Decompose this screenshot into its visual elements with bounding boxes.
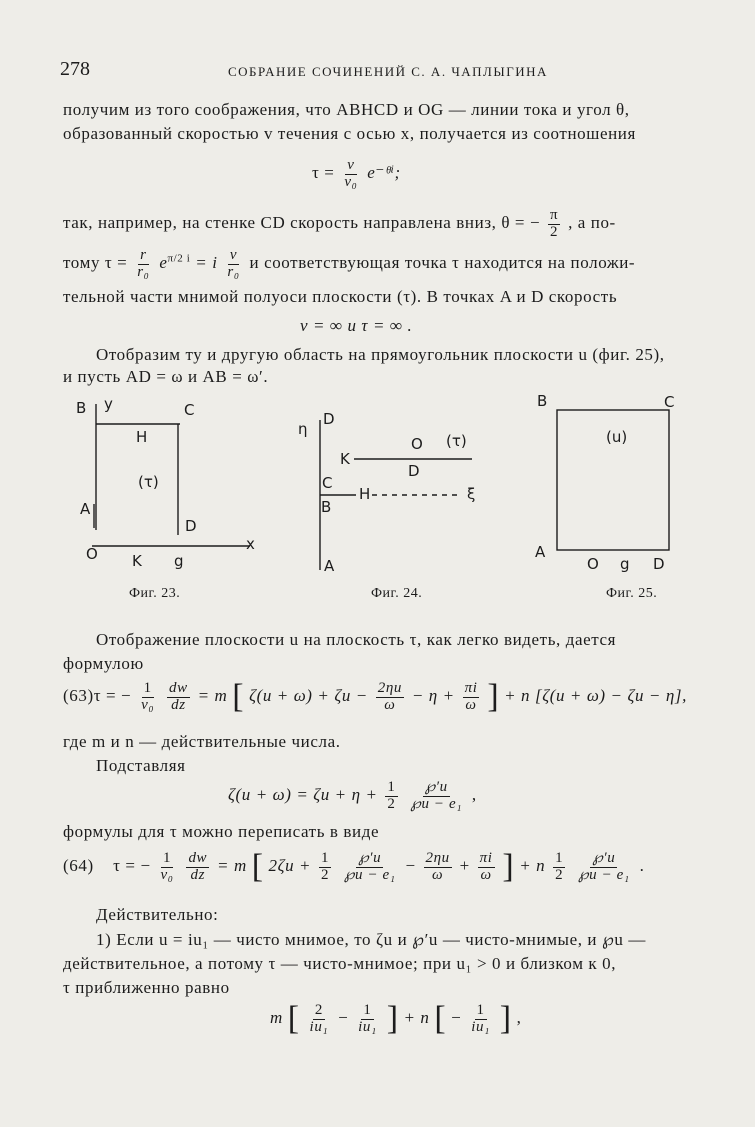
fig24-label-xi: ξ (467, 485, 476, 503)
equation-63: (63)τ = − $\frac{1}{\text{v₀}}$ $\frac{dw}{dz}$ = m [ ζ(u + ω) + ζu − $\frac{2\eta u}{\omega}$ − η + $\frac{\pi i}{\omega}$ ] + n [ζ(u + ω) − ζu − η], (63, 678, 687, 715)
text-line: образованный скоростью v течения с осью x, получается из соотношения (63, 124, 636, 143)
text-line: Отображение плоскости u на плоскость τ, как легко видеть, дается (96, 630, 617, 649)
fig25-label-b: B (537, 392, 548, 410)
fig25-label-d: D (653, 555, 665, 573)
text-line: 1) Если u = iu₁ — чисто мнимое, то ζu и ℘′u — чисто-мнимые, и ℘u — (96, 930, 646, 949)
equation-64: (64) τ = − $\frac{1}{\text{v₀}}$ $\frac{dw}{dz}$ = m [ 2ζu + $\frac{1}{2}$ $\frac{℘'u}{\text{℘u − e₁}}$ − $\frac{2\eta u}{\omega}$ + $\frac{\pi i}{\omega}$ ] + n $\frac{1}{2}$ $\frac{℘'u}{\text{℘u − e₁}}$ . (63, 848, 645, 885)
fig23-label-x: x (246, 535, 255, 553)
text-line: Действительно: (96, 905, 219, 924)
text-line: действительное, а потому τ — чисто-мнимое; при u₁ > 0 и близком к 0, (63, 954, 617, 973)
fig23-label-d: D (185, 517, 197, 535)
fig23-label-y: y (104, 395, 113, 413)
formula-zeta: ζ(u + ω) = ζu + η + $\frac{1}{2}$ $\frac{℘'u}{\text{℘u − e₁}}$ , (228, 779, 477, 812)
fig24-caption: Фиг. 24. (371, 586, 423, 601)
fig25-label-c: C (664, 393, 675, 411)
fig24-label-d-mid: D (408, 462, 420, 480)
text-line: Подставляя (96, 756, 186, 775)
fig23-label-k: K (132, 552, 142, 570)
fig25-label-u: (u) (606, 428, 628, 446)
text-line: тому τ = $\frac{r}{\text{r₀}}$ $e^{\pi/2 i} = i$ $\frac{v}{\text{r₀}}$ и соответствующая точка τ находится на положи- (63, 247, 636, 280)
running-title: СОБРАНИЕ СОЧИНЕНИЙ С. А. ЧАПЛЫГИНА (228, 64, 548, 79)
fig25-label-o: O (587, 555, 599, 573)
text-line: так, например, на стенке CD скорость направлена вниз, θ = − $\frac{\pi}{2}$ , а по- (63, 207, 616, 240)
fig23-label-g: g (174, 552, 184, 570)
fig25-caption: Фиг. 25. (606, 586, 658, 601)
text-line: формулою (63, 654, 144, 673)
fig23-label-b: B (76, 399, 87, 417)
fig23-label-h: H (136, 428, 148, 446)
text-line: получим из того соображения, что ABHCD и OG — линии тока и угол θ, (63, 100, 630, 119)
fig24-label-c: C (322, 474, 333, 492)
fig24-label-h: H (359, 485, 371, 503)
fig24-label-k: K (340, 450, 350, 468)
text-line: τ приближенно равно (63, 978, 230, 997)
fig24-label-a: A (324, 557, 335, 575)
text-line: и пусть AD = ω и AB = ω′. (63, 367, 269, 386)
formula-infinity: v = ∞ и τ = ∞ . (300, 316, 413, 335)
fig25-label-a: A (535, 543, 546, 561)
fig23-label-o: O (86, 545, 98, 563)
text-line: где m и n — действительные числа. (63, 732, 341, 751)
fig23-label-c: C (184, 401, 195, 419)
text-line: формулы для τ можно переписать в виде (63, 822, 380, 841)
formula-tau: τ = $\frac{v}{\text{v₀}}$ e⁻ᶿⁱ; (312, 157, 401, 190)
fig24-label-eta: η (298, 420, 308, 438)
fig24-label-o: O (411, 435, 423, 453)
fig24-label-tau: (τ) (446, 432, 467, 450)
fig23-caption: Фиг. 23. (129, 586, 181, 601)
formula-approx: m [ $\frac{2}{\text{iu₁}}$ − $\frac{1}{\text{iu₁}}$ ] + n [ − $\frac{1}{\text{iu₁}}$ ] , (270, 1000, 522, 1037)
fig24-label-d-top: D (323, 410, 335, 428)
fig23-label-a: A (80, 500, 91, 518)
fig23-label-tau: (τ) (138, 473, 159, 491)
text-line: Отобразим ту и другую область на прямоугольник плоскости u (фиг. 25), (96, 345, 665, 364)
page-number: 278 (60, 58, 90, 80)
fig24-label-b: B (321, 498, 332, 516)
text-line: тельной части мнимой полуоси плоскости (τ). В точках A и D скорость (63, 287, 618, 306)
fig25-label-g: g (620, 555, 630, 573)
